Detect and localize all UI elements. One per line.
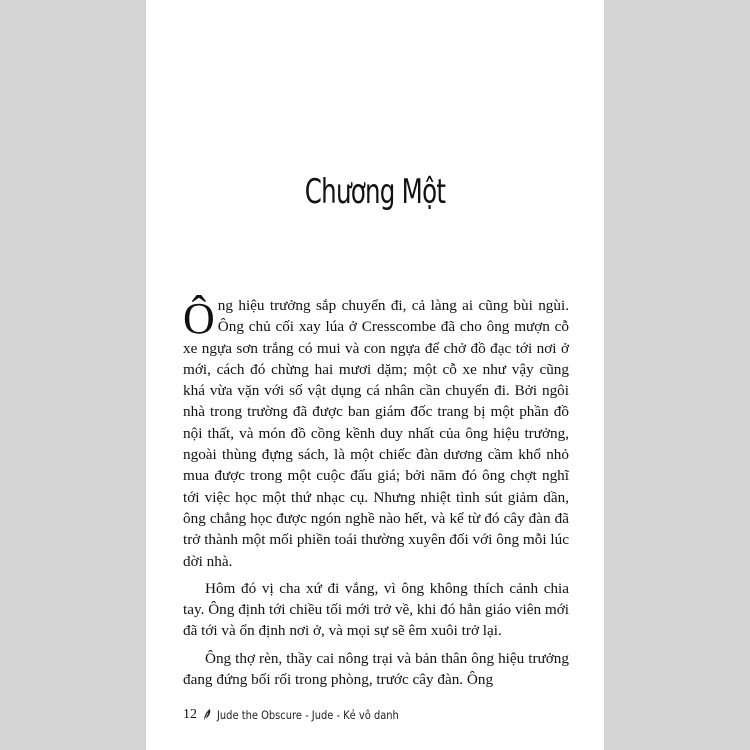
book-page	[146, 0, 604, 750]
body-text	[183, 295, 569, 690]
paragraph-1	[183, 295, 569, 572]
paragraph-2: Hôm đó vị cha xứ đi vắng, vì ông không thích cảnh chia tay. Ông định tới chiều tối mới trở về, khi đó hẳn giáo viên mới đã tới và ổn định nơi ở, và mọi sự sẽ êm xuôi trở lại.	[183, 579, 569, 640]
page-number: 12	[183, 707, 197, 722]
drop-cap: Ô	[183, 294, 215, 343]
page-footer	[183, 705, 428, 725]
running-head: Jude the Obscure - Jude - Kẻ vô danh	[217, 708, 399, 722]
leaf-icon	[202, 708, 212, 722]
paragraph-3: Ông thợ rèn, thầy cai nông trại và bản thân ông hiệu trưởng đang đứng bối rối trong phòng, trước cây đàn. Ông	[183, 649, 569, 689]
paragraph-1-text: ng hiệu trưởng sắp chuyển đi, cả làng ai cũng bùi ngùi. Ông chủ cối xay lúa ở Cresscombe đã cho ông mượn cỗ xe ngựa sơn trắng có mui và con ngựa để chở đồ đạc tới nơi ở mới, cách đó chừng hai mươi dặm; một cỗ xe như vậy cũng khá vừa vặn với số vật dụng cá nhân cần chuyển đi. Bởi ngôi nhà trong trường đã được ban giám đốc trang bị một phần đồ nội thất, và món đồ cồng kềnh duy nhất của ông hiệu trưởng, ngoài thùng đựng sách, là một chiếc đàn dương cầm khổ nhỏ mua được trong một cuộc đấu giá; bởi năm đó ông chợt nghĩ tới việc học một thứ nhạc cụ. Nhưng nhiệt tình sút giảm dần, ông chẳng học được ngón nghề nào hết, và kể từ đó cây đàn đã trở thành một mối phiền toái thường xuyên đối với ông mỗi lúc dời nhà.	[183, 297, 569, 570]
chapter-title: Chương Một	[304, 172, 446, 212]
